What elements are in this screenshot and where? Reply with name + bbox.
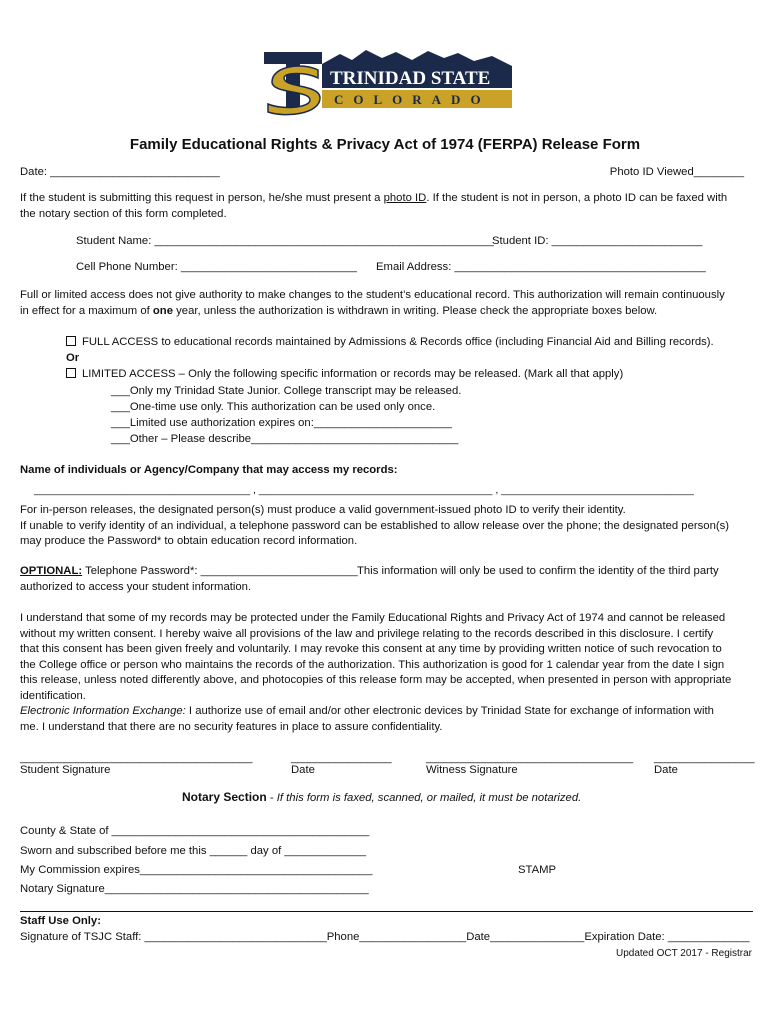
student-id-field[interactable]: Student ID: ________________________ xyxy=(492,235,703,247)
witness-date-label: Date xyxy=(654,764,678,776)
svg-text:COLORADO: COLORADO xyxy=(334,92,491,107)
witness-date-line[interactable]: ________________ xyxy=(654,752,755,764)
student-name-field[interactable]: Student Name: ______________________________________________________ xyxy=(76,235,494,247)
or-label: Or xyxy=(66,352,80,364)
date-field[interactable]: Date: ___________________________ xyxy=(20,166,220,178)
svg-text:TRINIDAD STATE: TRINIDAD STATE xyxy=(330,68,491,89)
witness-signature-line[interactable]: _________________________________ xyxy=(426,752,634,764)
photo-id-link[interactable]: photo ID xyxy=(383,192,427,204)
witness-signature-label: Witness Signature xyxy=(426,764,518,776)
photo-id-viewed-field[interactable]: Photo ID Viewed________ xyxy=(609,166,744,178)
notary-heading: Notary Section - If this form is faxed, scanned, or mailed, it must be notarized. xyxy=(182,790,582,804)
telephone-password-field[interactable]: OPTIONAL: Telephone Password*: _________________________ xyxy=(20,565,358,577)
county-state-field[interactable]: County & State of _________________________________________ xyxy=(20,825,370,837)
limited-option-one-time[interactable]: ___One-time use only. This authorization can be used only once. xyxy=(111,401,436,413)
full-access-checkbox[interactable] xyxy=(66,336,76,346)
student-signature-label: Student Signature xyxy=(20,764,111,776)
limited-option-other[interactable]: ___Other – Please describe_________________________________ xyxy=(111,433,459,445)
updated-note: Updated OCT 2017 - Registrar xyxy=(616,948,752,959)
limited-option-expires[interactable]: ___Limited use authorization expires on:______________________ xyxy=(111,417,453,429)
cell-phone-field[interactable]: Cell Phone Number: ____________________________ xyxy=(76,261,357,273)
student-date-line[interactable]: ________________ xyxy=(291,752,392,764)
access-paragraph: Full or limited access does not give authority to make changes to the student’s educational record. This authorization will remain continuously in effect for a maximum of one year, unless the authorization is withdrawn in writing. Please check the appropriate boxes below. xyxy=(20,289,725,317)
sworn-subscribed-field[interactable]: Sworn and subscribed before me this ______ day of _____________ xyxy=(20,845,367,857)
in-person-paragraph: For in-person releases, the designated person(s) must produce a valid government-issued photo ID to verify their identity. If unable to verify identity of an individual, a telephone password can be established to allow release over the phone; the designated person(s) may produce the Password* to obtain education record information. xyxy=(20,504,730,547)
form-title: Family Educational Rights & Privacy Act of 1974 (FERPA) Release Form xyxy=(129,136,641,153)
limited-access-option[interactable]: LIMITED ACCESS – Only the following specific information or records may be released. (Mark all that apply) xyxy=(66,368,623,380)
limited-access-checkbox[interactable] xyxy=(66,368,76,378)
individuals-blanks[interactable]: _____________________________________ , ________________________________________ , _________________________________ xyxy=(34,484,694,496)
staff-use-heading: Staff Use Only: xyxy=(20,915,101,927)
commission-expires-field[interactable]: My Commission expires_____________________________________ xyxy=(20,864,373,876)
notary-signature-field[interactable]: Notary Signature__________________________________________ xyxy=(20,883,369,895)
student-signature-line[interactable]: _____________________________________ xyxy=(20,752,253,764)
staff-signature-row[interactable]: Signature of TSJC Staff: _____________________________Phone_________________Date_______________Expiration Date: _____________ xyxy=(20,931,750,943)
intro-paragraph: If the student is submitting this request in person, he/she must present a photo ID. If the student is not in person, a photo ID can be faxed with the notary section of this form completed. xyxy=(20,192,728,220)
optional-info-text: This information will only be used to confirm the identity of the third party xyxy=(357,565,719,577)
consent-paragraph: I understand that some of my records may be protected under the Family Educational Rights and Privacy Act of 1974 and cannot be released without my written consent. I hereby waive all provisions of the law and privilege relating to the records described in this disclosure. I certify that this consent has been given freely and voluntarily. I may revoke this consent at any time by providing written notice of such revocation to the College office or person who maintains the records of the authorization. This authorization is good for 1 calendar year from the date I sign this release, unless noted differently above, and photocopies of this release form may be accepted, when presented in person with appropriate identification. Electronic Information Exchange: I authorize use of email and/or other electronic devices by Trinidad State for exchange of information with me. I understand that there are no security features in place to assure confidentiality. xyxy=(20,612,732,733)
limited-option-transcript[interactable]: ___Only my Trinidad State Junior. College transcript may be released. xyxy=(111,385,462,397)
optional-info-text-2: authorized to access your student information. xyxy=(20,581,252,593)
trinidad-state-logo xyxy=(262,48,514,116)
full-access-option[interactable]: FULL ACCESS to educational records maintained by Admissions & Records office (including Financial Aid and Billing records). xyxy=(66,336,714,348)
individuals-heading: Name of individuals or Agency/Company that may access my records: xyxy=(20,464,398,476)
email-field[interactable]: Email Address: ________________________________________ xyxy=(376,261,706,273)
divider-line xyxy=(20,911,753,912)
stamp-area: STAMP xyxy=(518,864,557,876)
student-date-label: Date xyxy=(291,764,315,776)
